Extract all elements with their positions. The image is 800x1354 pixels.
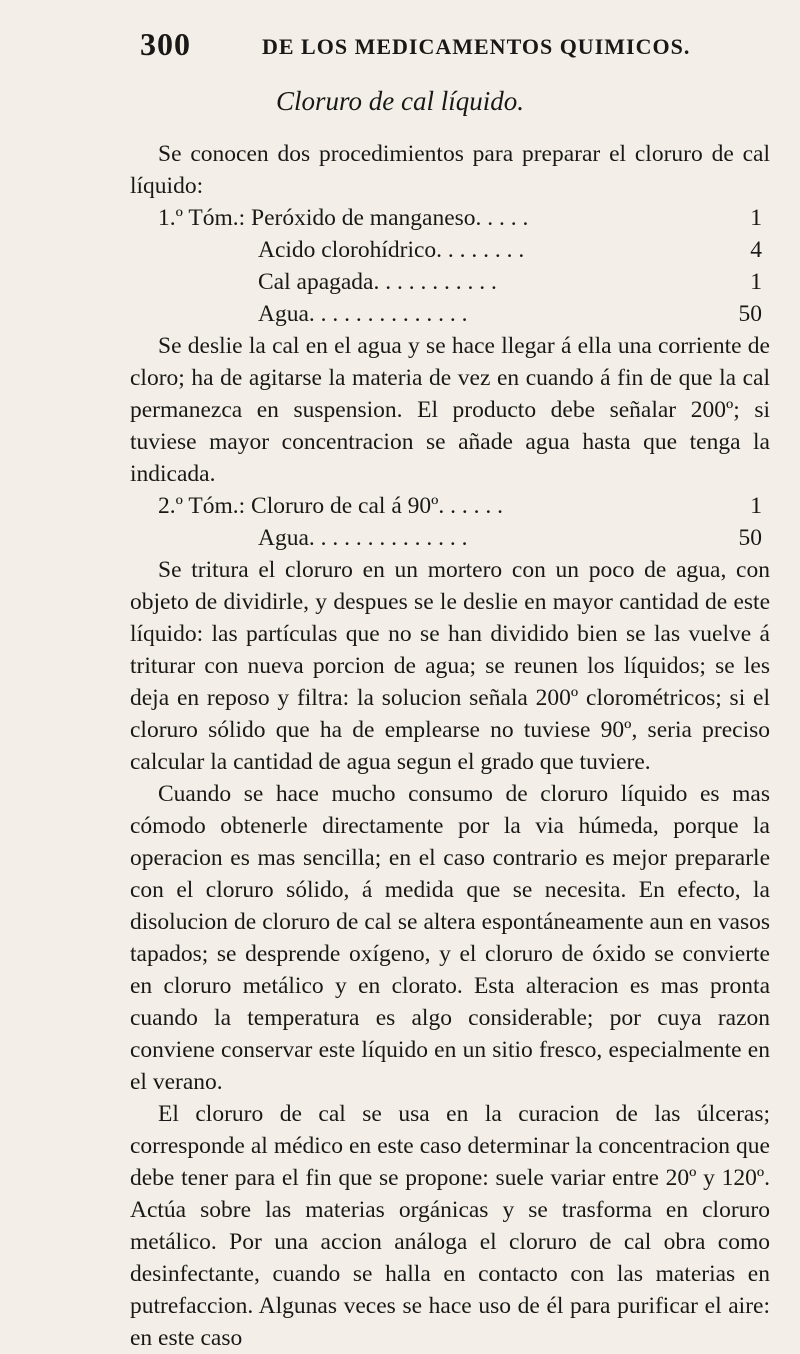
recipe-quantity: 1: [750, 493, 762, 519]
paragraph: Cuando se hace mucho consumo de cloruro líquido es mas cómodo obtenerle directamente por la via húmeda, porque la operacion es mas sencilla; en el caso contrario es mejor prepararle con el cloruro sólido, á medida que se necesita. En efecto, la disolucion de cloruro de cal se altera espontáneamente aun en vasos tapados; se desprende oxígeno, y el cloruro de óxido se convierte en cloruro metálico y en clorato. Esta alteracion es mas pronta cuando la temperatura es algo considerable; por cuya razon conviene conservar este líquido en un sitio fresco, especialmente en el verano.: [130, 781, 770, 1095]
recipe-quantity: 1: [750, 269, 762, 295]
recipe-line: [258, 298, 770, 330]
running-title: DE LOS MEDICAMENTOS QUIMICOS.: [262, 34, 691, 59]
recipe-quantity: 50: [738, 301, 762, 327]
recipe-ingredient: Cal apagada. . . . . . . . . . .: [258, 269, 497, 295]
intro-paragraph: Se conocen dos procedimientos para preparar el cloruro de cal líquido:: [130, 141, 770, 199]
recipe-line: [258, 522, 770, 554]
section-title: Cloruro de cal líquido.: [276, 86, 524, 116]
recipe-ingredient: 2.º Tóm.: Cloruro de cal á 90º. . . . . .: [158, 493, 504, 519]
recipe-2: [130, 490, 770, 554]
recipe-ingredient: Acido clorohídrico. . . . . . . .: [258, 237, 525, 263]
recipe-1: [130, 202, 770, 330]
body-text: [130, 138, 770, 1354]
paragraph: Se tritura el cloruro en un mortero con un poco de agua, con objeto de dividirle, y despues se le deslie en mayor cantidad de este líquido: las partículas que no se han dividido bien se las vuelve á triturar con nueva porcion de agua; se reunen los líquidos; se les deja en reposo y filtra: la solucion señala 200º clorométricos; si el cloruro sólido que ha de emplearse no tuviese 90º, seria preciso calcular la cantidad de agua segun el grado que tuviere.: [130, 557, 770, 775]
recipe-line: [258, 234, 770, 266]
recipe-ingredient: Agua. . . . . . . . . . . . . .: [258, 525, 468, 551]
page-number: 300: [140, 26, 191, 62]
recipe-line: [258, 266, 770, 298]
paragraph: Se deslie la cal en el agua y se hace llegar á ella una corriente de cloro; ha de agitarse la materia de vez en cuando á fin de que la cal permanezca en suspension. El producto debe señalar 200º; si tuviese mayor concentracion se añade agua hasta que tenga la indicada.: [130, 333, 770, 487]
page-header: [140, 26, 700, 66]
recipe-line: [158, 490, 770, 522]
paragraph: El cloruro de cal se usa en la curacion de las úlceras; corresponde al médico en este caso determinar la concentracion que debe tener para el fin que se propone: suele variar entre 20º y 120º. Actúa sobre las materias orgánicas y se trasforma en cloruro metálico. Por una accion análoga el cloruro de cal obra como desinfectante, cuando se halla en contacto con las materias en putrefaccion. Algunas veces se hace uso de él para purificar el aire: en este caso: [130, 1101, 770, 1351]
recipe-quantity: 50: [738, 525, 762, 551]
recipe-quantity: 1: [750, 205, 762, 231]
recipe-ingredient: Agua. . . . . . . . . . . . . .: [258, 301, 468, 327]
recipe-quantity: 4: [750, 237, 762, 263]
recipe-ingredient: 1.º Tóm.: Peróxido de manganeso. . . . .: [158, 205, 529, 231]
recipe-line: [158, 202, 770, 234]
